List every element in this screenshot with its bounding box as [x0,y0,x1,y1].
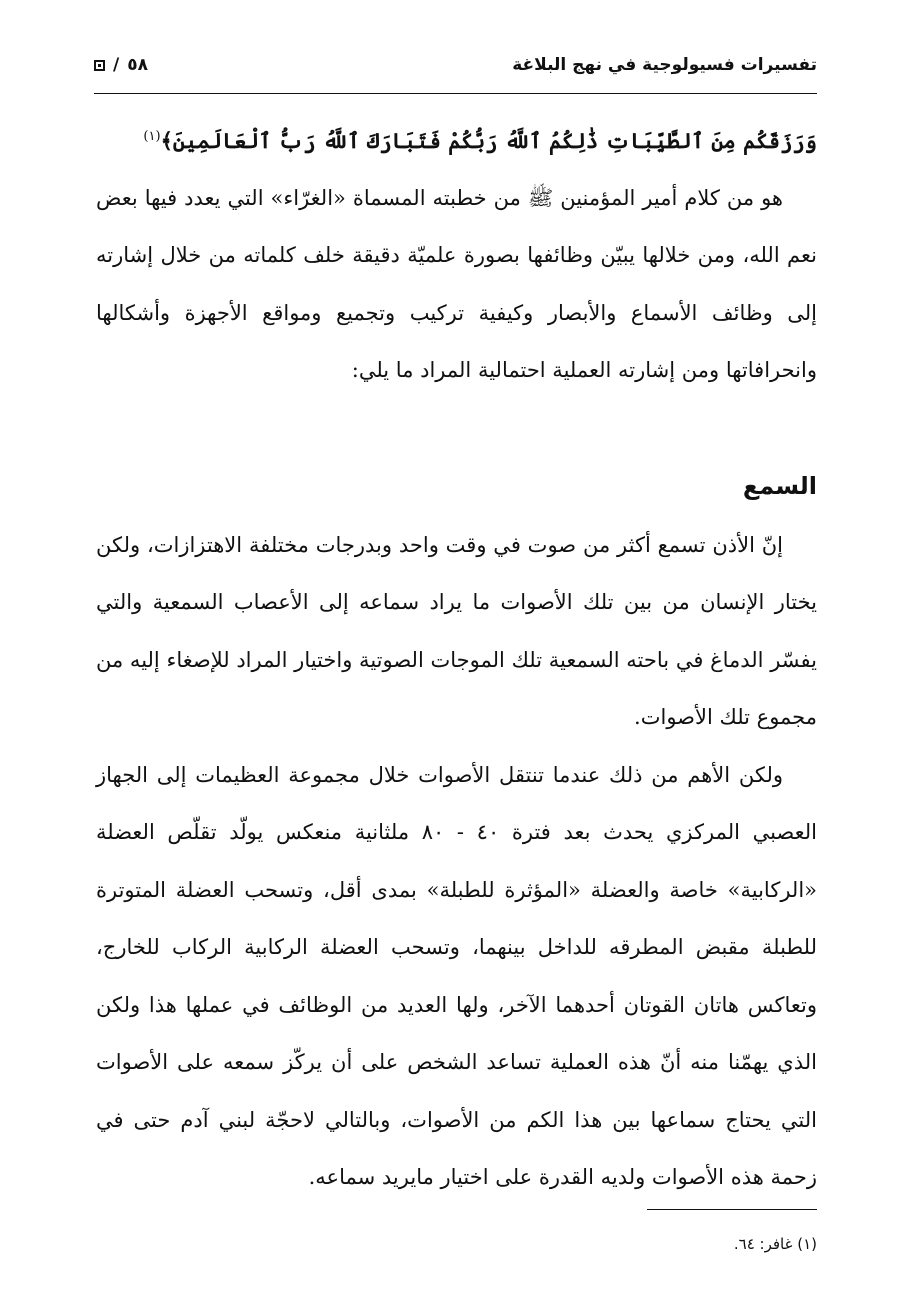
footnote-reference: (١) [143,129,161,144]
body-paragraph: ولكن الأهم من ذلك عندما تنتقل الأصوات خلال مجموعة العظيمات إلى الجهاز العصبي المركزي يحدث بعد فترة ٤٠ - ٨٠ ملثانية منعكس يولّد تقلّص العضلة «الركابية» خاصة والعضلة «المؤثرة للطبلة» بمدى أقل، وتسحب العضلة المتوترة للطبلة مقبض المطرقه للداخل بينهما، وتسحب العضلة الركابية الركاب للخارج، وتعاكس هاتان القوتان أحدهما الآخر، ولها العديد من الوظائف في عملها هذا ولكن الذي يهمّنا منه أنّ هذه العملية تساعد الشخص على أن يركّز سمعه على الأصوات التي يحتاج سماعها بين هذا الكم من الأصوات، وبالتالي لاحجّة لبني آدم حتى في زحمة هذه الأصوات ولديه القدرة على اختيار مايريد سماعه. [96,762,817,1189]
footnote: (١) غافر: ٦٤. [733,1235,817,1253]
page-header [94,50,817,90]
footnote-divider [647,1209,817,1210]
running-title: تفسيرات فسيولوجية في نهج البلاغة [512,55,817,75]
page-body [96,108,817,1207]
intro-paragraph: هو من كلام أمير المؤمنين ﷺ من خطبته المسماة «الغرّاء» التي يعدد فيها بعض نعم الله، ومن خلالها يبيّن وظائفها بصورة علميّة دقيقة خلف كلماته من خلال إشارته إلى وظائف الأسماع والأبصار وكيفية تركيب وتجميع ومواقع الأجهزة وأشكالها وانحرافاتها ومن إشارته العملية احتمالية المراد ما يلي: [96,185,818,382]
section-heading: السمع [742,471,817,500]
quran-verse [96,108,817,170]
square-ornament-icon [94,60,105,71]
page-number: ٥٨ [127,55,148,75]
body-paragraph: إنّ الأذن تسمع أكثر من صوت في وقت واحد وبدرجات مختلفة الاهتزازات، ولكن يختار الإنسان من بين تلك الأصوات ما يراد سماعه إلى الأعصاب السمعية والتي يفسّر الدماغ في باحته السمعية تلك الموجات الصوتية واختيار المراد للإصغاء إليه من مجموع تلك الأصوات. [96,532,817,729]
verse-text: وَرَزَقَكُم مِنَ ٱلطَّيِّبَاتِ ذَٰلِكُمُ ٱللَّهُ رَبُّكُمْ فَتَبَارَكَ ٱللَّهُ رَبُّ ٱلْعَالَمِينَ﴾ [160,128,817,153]
header-divider [94,93,817,94]
page-separator: / [113,55,120,75]
page-number-block [94,50,148,80]
